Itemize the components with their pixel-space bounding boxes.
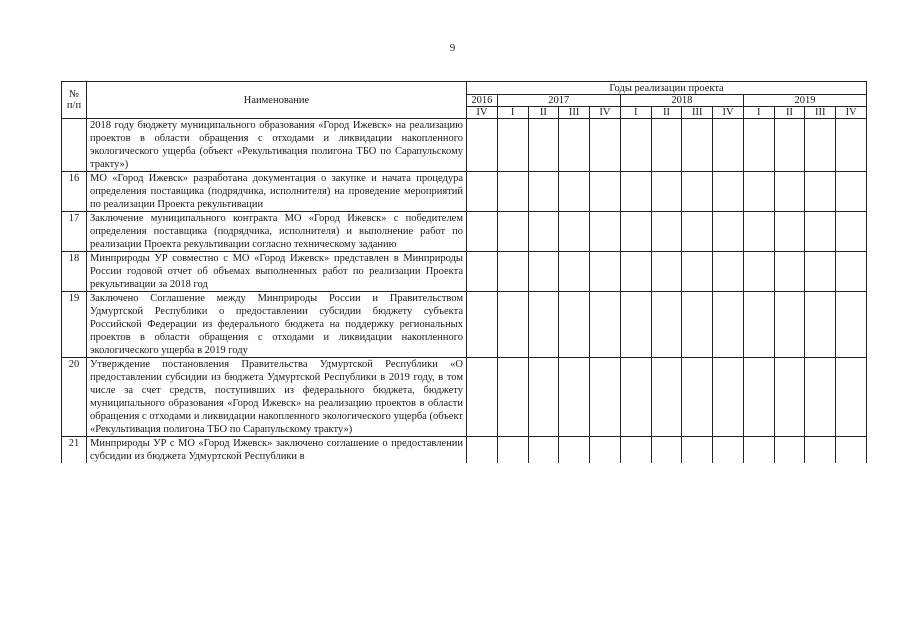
header-quarter: III xyxy=(682,107,713,119)
schedule-cell xyxy=(528,119,559,172)
header-year: 2018 xyxy=(620,95,743,107)
header-quarter: I xyxy=(497,107,528,119)
schedule-cell xyxy=(467,437,498,464)
schedule-cell xyxy=(651,172,682,212)
row-name: 2018 году бюджету муниципального образования «Город Ижевск» на реализацию проектов в области обращения с отходами и ликвидации накопленного экологического ущерба (объект «Рекультивация полигона ТБО по Сарапульскому тракту») xyxy=(87,119,467,172)
schedule-cell xyxy=(528,358,559,437)
schedule-cell xyxy=(713,437,744,464)
header-quarter: IV xyxy=(590,107,621,119)
schedule-cell xyxy=(590,252,621,292)
row-number: 20 xyxy=(62,358,87,437)
table-row xyxy=(62,437,867,464)
schedule-cell xyxy=(620,252,651,292)
schedule-cell xyxy=(467,358,498,437)
schedule-cell xyxy=(836,172,867,212)
schedule-cell xyxy=(467,292,498,358)
schedule-cell xyxy=(682,292,713,358)
schedule-cell xyxy=(528,252,559,292)
schedule-cell xyxy=(805,119,836,172)
header-year: 2016 xyxy=(467,95,498,107)
table-row xyxy=(62,358,867,437)
schedule-cell xyxy=(682,119,713,172)
schedule-cell xyxy=(836,119,867,172)
schedule-cell xyxy=(836,212,867,252)
schedule-cell xyxy=(620,119,651,172)
header-name: Наименование xyxy=(87,82,467,119)
schedule-cell xyxy=(528,212,559,252)
schedule-cell xyxy=(497,358,528,437)
table-row xyxy=(62,119,867,172)
row-number: 16 xyxy=(62,172,87,212)
row-number: 21 xyxy=(62,437,87,464)
project-schedule-table xyxy=(61,81,867,463)
schedule-cell xyxy=(590,212,621,252)
schedule-cell xyxy=(497,172,528,212)
row-number: 18 xyxy=(62,252,87,292)
schedule-cell xyxy=(743,358,774,437)
schedule-cell xyxy=(620,172,651,212)
schedule-cell xyxy=(774,172,805,212)
row-name: Заключение муниципального контракта МО «Город Ижевск» с победителем определения поставщика (подрядчика, исполнителя) и выполнение работ по реализации Проекта рекультивации согласно техническому заданию xyxy=(87,212,467,252)
schedule-cell xyxy=(774,358,805,437)
schedule-cell xyxy=(805,437,836,464)
schedule-cell xyxy=(682,358,713,437)
schedule-cell xyxy=(836,292,867,358)
schedule-cell xyxy=(743,292,774,358)
schedule-cell xyxy=(651,212,682,252)
schedule-cell xyxy=(713,172,744,212)
schedule-cell xyxy=(743,172,774,212)
schedule-cell xyxy=(620,292,651,358)
schedule-cell xyxy=(713,292,744,358)
row-number: 17 xyxy=(62,212,87,252)
schedule-cell xyxy=(774,119,805,172)
schedule-cell xyxy=(836,358,867,437)
schedule-cell xyxy=(713,252,744,292)
schedule-cell xyxy=(774,437,805,464)
schedule-cell xyxy=(805,358,836,437)
schedule-cell xyxy=(559,119,590,172)
row-name: МО «Город Ижевск» разработана документация о закупке и начата процедура определения поставщика (подрядчика, исполнителя) на проведение мероприятий по реализации Проекта рекультивации xyxy=(87,172,467,212)
schedule-cell xyxy=(559,358,590,437)
header-quarter: I xyxy=(620,107,651,119)
header-num: № п/п xyxy=(62,82,87,119)
schedule-cell xyxy=(836,252,867,292)
schedule-cell xyxy=(559,212,590,252)
schedule-cell xyxy=(651,252,682,292)
schedule-cell xyxy=(713,212,744,252)
schedule-cell xyxy=(590,119,621,172)
schedule-cell xyxy=(805,252,836,292)
schedule-cell xyxy=(497,119,528,172)
schedule-cell xyxy=(590,292,621,358)
row-name: Минприроды УР с МО «Город Ижевск» заключено соглашение о предоставлении субсидии из бюджета Удмуртской Республики в xyxy=(87,437,467,464)
schedule-cell xyxy=(713,119,744,172)
schedule-cell xyxy=(651,358,682,437)
schedule-cell xyxy=(590,437,621,464)
header-quarter: II xyxy=(528,107,559,119)
table-row xyxy=(62,212,867,252)
header-quarter: IV xyxy=(713,107,744,119)
schedule-cell xyxy=(743,212,774,252)
schedule-cell xyxy=(774,212,805,252)
table-row xyxy=(62,172,867,212)
page-number: 9 xyxy=(449,42,456,54)
schedule-cell xyxy=(682,172,713,212)
schedule-cell xyxy=(805,172,836,212)
schedule-cell xyxy=(682,437,713,464)
schedule-cell xyxy=(467,119,498,172)
header-quarter: I xyxy=(743,107,774,119)
schedule-cell xyxy=(467,252,498,292)
schedule-cell xyxy=(528,437,559,464)
schedule-cell xyxy=(620,358,651,437)
table-row xyxy=(62,292,867,358)
schedule-cell xyxy=(836,437,867,464)
schedule-cell xyxy=(805,212,836,252)
header-year: 2019 xyxy=(743,95,866,107)
row-name: Минприроды УР совместно с МО «Город Ижевск» представлен в Минприроды России годовой отчет об объемах выполненных работ по реализации Проекта рекультивации за 2018 год xyxy=(87,252,467,292)
schedule-cell xyxy=(467,172,498,212)
schedule-cell xyxy=(620,437,651,464)
row-name: Заключено Соглашение между Минприроды России и Правительством Удмуртской Республики о предоставлении субсидии бюджету субъекта Российской Федерации из федерального бюджета на поддержку региональных проектов в области обращения с отходами и ликвидации накопленного экологического ущерба в 2019 году xyxy=(87,292,467,358)
schedule-cell xyxy=(590,172,621,212)
schedule-cell xyxy=(559,172,590,212)
header-quarter: IV xyxy=(467,107,498,119)
schedule-cell xyxy=(497,292,528,358)
schedule-cell xyxy=(743,252,774,292)
row-number xyxy=(62,119,87,172)
schedule-cell xyxy=(497,212,528,252)
schedule-cell xyxy=(467,212,498,252)
table-row xyxy=(62,252,867,292)
schedule-cell xyxy=(559,252,590,292)
schedule-cell xyxy=(713,358,744,437)
header-quarter: II xyxy=(651,107,682,119)
schedule-cell xyxy=(559,437,590,464)
header-quarter: IV xyxy=(836,107,867,119)
schedule-cell xyxy=(651,292,682,358)
schedule-cell xyxy=(682,252,713,292)
schedule-cell xyxy=(590,358,621,437)
schedule-cell xyxy=(528,172,559,212)
header-quarter: II xyxy=(774,107,805,119)
schedule-cell xyxy=(497,437,528,464)
schedule-cell xyxy=(774,292,805,358)
schedule-cell xyxy=(743,119,774,172)
schedule-cell xyxy=(528,292,559,358)
schedule-cell xyxy=(774,252,805,292)
row-number: 19 xyxy=(62,292,87,358)
row-name: Утверждение постановления Правительства Удмуртской Республики «О предоставлении субсидии из бюджета Удмуртской Республики в 2019 году, в том числе за счет средств, поступивших из федерального бюджета, бюджету муниципального образования «Город Ижевск» на реализацию проектов в области обращения с отходами и ликвидации накопленного экологического ущерба (объект «Рекультивация полигона ТБО по Сарапульскому тракту») xyxy=(87,358,467,437)
schedule-cell xyxy=(743,437,774,464)
schedule-cell xyxy=(805,292,836,358)
schedule-cell xyxy=(651,119,682,172)
schedule-cell xyxy=(620,212,651,252)
header-year: 2017 xyxy=(497,95,620,107)
header-years: Годы реализации проекта xyxy=(467,82,867,95)
header-quarter: III xyxy=(805,107,836,119)
schedule-cell xyxy=(497,252,528,292)
schedule-cell xyxy=(559,292,590,358)
schedule-cell xyxy=(682,212,713,252)
header-quarter: III xyxy=(559,107,590,119)
schedule-cell xyxy=(651,437,682,464)
